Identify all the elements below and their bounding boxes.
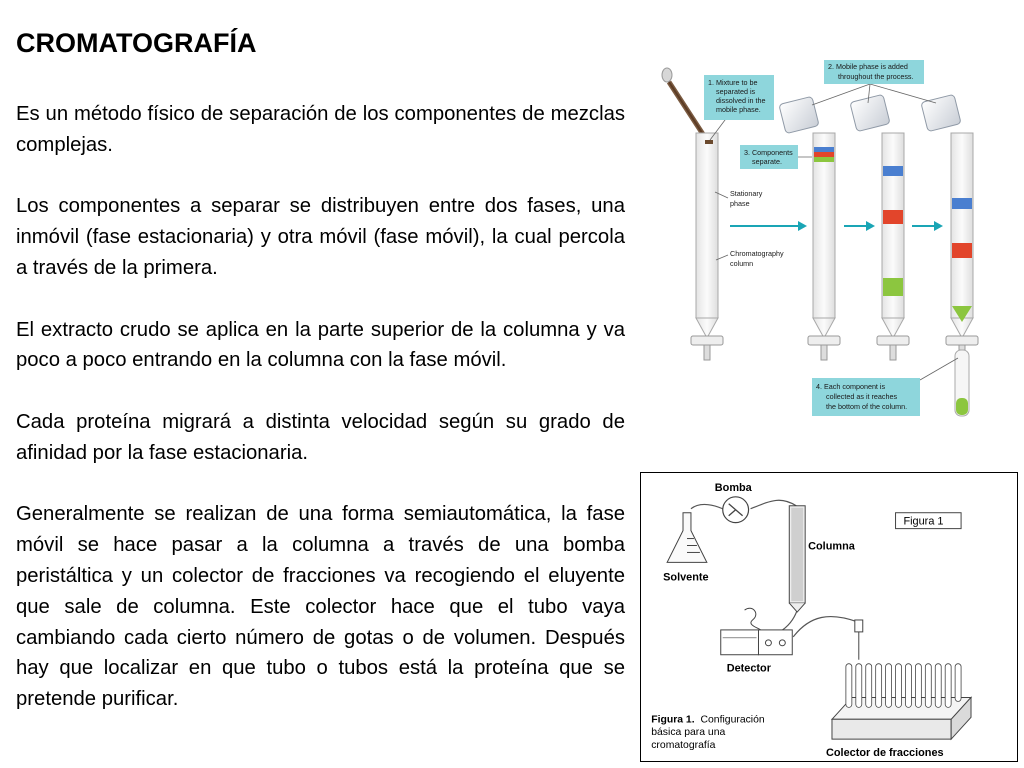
column-4	[946, 133, 978, 416]
body-text	[16, 99, 625, 715]
step-3-line-1: 3. Components	[744, 148, 793, 157]
step-1-line-1: 1. Mixture to be	[708, 78, 758, 87]
step-3-line-2: separate.	[752, 157, 782, 166]
pump-icon	[723, 497, 749, 523]
step-2-line-1: 2. Mobile phase is added	[828, 62, 908, 71]
step-4-line-3: the bottom of the column.	[826, 402, 908, 411]
step-1-line-4: mobile phase.	[716, 105, 761, 114]
column-chromatography-diagram	[652, 56, 1014, 424]
detector-icon	[721, 608, 793, 655]
label-stationary-phase	[730, 189, 763, 208]
paragraph-migration: Cada proteína migrará a distinta velocidad según su grado de afinidad por la fase estacionaria.	[16, 410, 625, 464]
label-step-3	[740, 145, 798, 169]
column-label-line-1: Chromatography	[730, 249, 784, 258]
step-1-line-3: dissolved in the	[716, 96, 766, 105]
slide-title: CROMATOGRAFÍA	[16, 28, 257, 58]
collector-label: Colector de fracciones	[826, 747, 944, 760]
paragraph-semiautomatic: Generalmente se realizan de una forma semiautomática, la fase móvil se hace pasar a la columna a través de una bomba peristáltica y un colector de fracciones va recogiendo el eluyente que sale de columna. Este colector hace que el tubo vaya cambiando cada cierto número de gotas o de volumen. Después hay que localizar en que tubo o tubos está la proteína que se pretende purificar.	[16, 503, 625, 711]
step-4-line-2: collected as it reaches	[826, 392, 898, 401]
column-3	[877, 133, 909, 360]
column-2	[808, 133, 840, 360]
solvent-label: Solvente	[663, 571, 709, 584]
column-icon	[789, 506, 805, 612]
paragraph-phases: Los componentes a separar se distribuyen entre dos fases, una inmóvil (fase estacionaria) y otra móvil (fase móvil), la cual percola a través de la primera.	[16, 195, 625, 279]
label-step-2	[824, 60, 924, 84]
step-4-line-1: 4. Each component is	[816, 382, 886, 391]
label-chromatography-column	[730, 249, 784, 268]
stationary-line-1: Stationary	[730, 189, 763, 198]
step-1-line-2: separated is	[716, 87, 756, 96]
figure-caption	[651, 714, 765, 751]
stationary-line-2: phase	[730, 199, 750, 208]
label-step-1	[704, 75, 774, 120]
step-2-line-2: throughout the process.	[838, 72, 914, 81]
solvent-flask-icon	[667, 513, 707, 563]
beaker-icon	[779, 94, 961, 133]
column-label: Columna	[808, 540, 855, 553]
caption-bold: Figura 1.	[651, 714, 695, 726]
caption-line-1: Configuración	[700, 714, 765, 726]
paragraph-extract: El extracto crudo se aplica en la parte superior de la columna y va poco a poco entrando en la columna con la fase móvil.	[16, 318, 625, 372]
label-step-4	[812, 378, 920, 416]
chromatography-setup-diagram	[640, 472, 1018, 762]
caption-line-3: cromatografía	[651, 740, 716, 752]
arrow-icon	[730, 221, 943, 231]
fraction-collector-icon	[832, 620, 971, 739]
detector-label: Detector	[726, 662, 771, 675]
pump-label: Bomba	[714, 481, 752, 494]
pipette-icon	[662, 68, 708, 142]
svg-text:Figura 1. Configuración	[651, 714, 765, 725]
figure-tag-text: Figura 1	[903, 515, 944, 528]
column-label-line-2: column	[730, 259, 754, 268]
caption-line-2: básica para una	[651, 727, 726, 739]
column-1	[691, 133, 723, 360]
paragraph-definition: Es un método físico de separación de los componentes de mezclas complejas.	[16, 103, 625, 156]
figure-tag	[896, 513, 962, 529]
